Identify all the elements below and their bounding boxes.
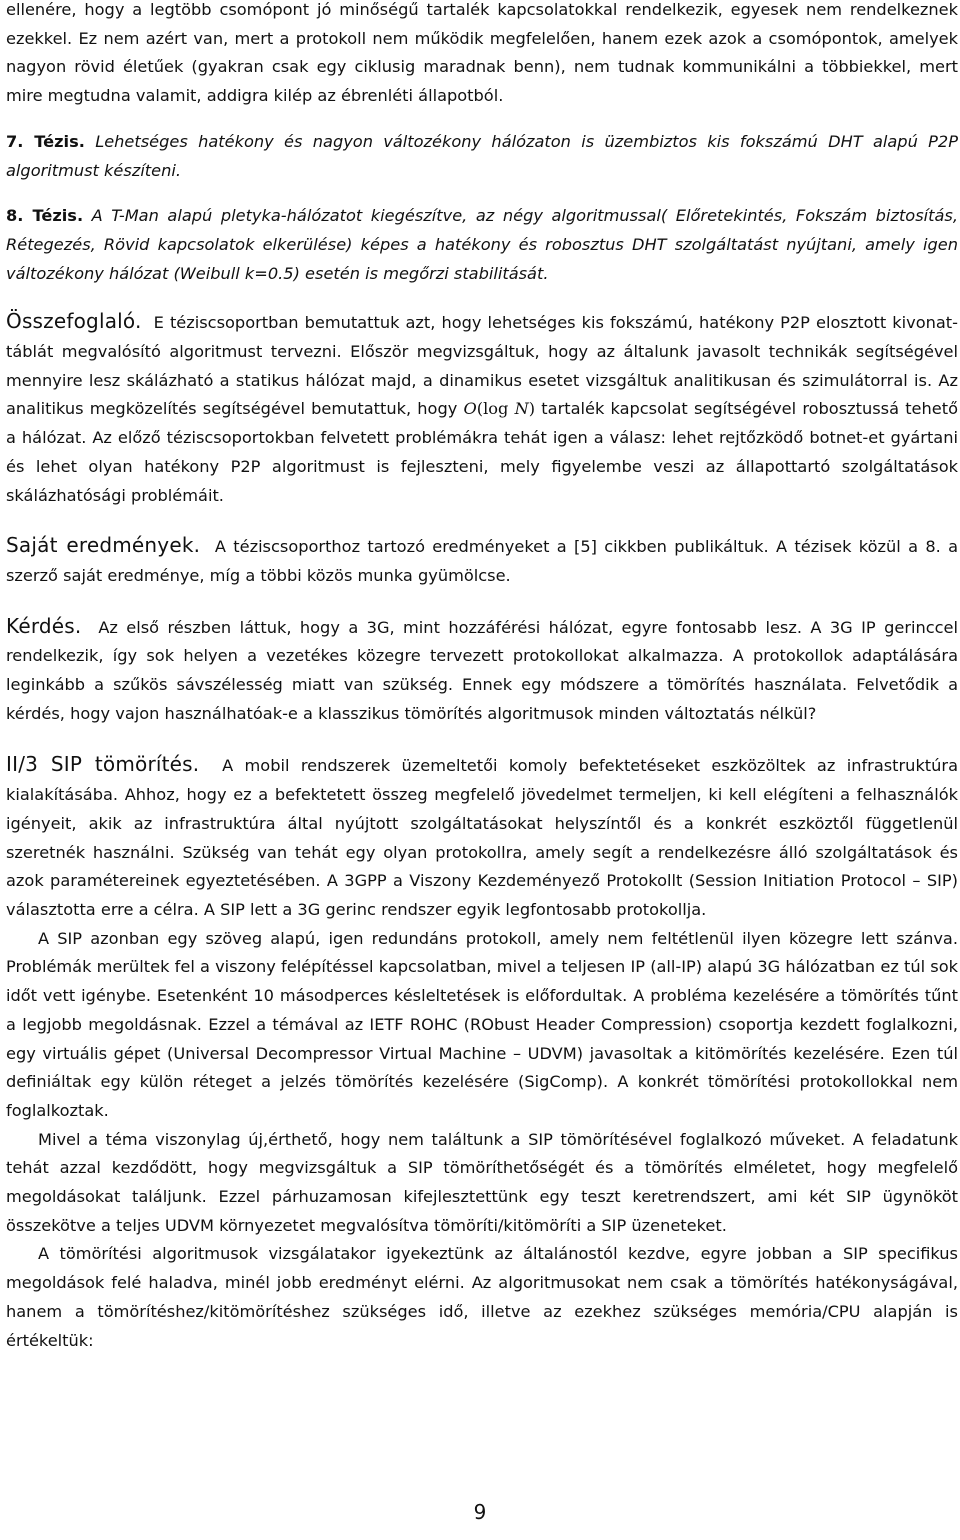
question-heading: Kérdés.	[6, 613, 82, 638]
own-results-paragraph	[6, 531, 958, 590]
thesis-7-text: Lehetséges hatékony és nagyon változékony hálózaton is üzembiztos kis fokszámú DHT alapú P2P algoritmust készíteni.	[6, 131, 958, 180]
sip-paragraph-1-text: A mobil rendszerek üzemeltetői komoly befektetéseket eszközöltek az infrastruktúra kialakításába. Ahhoz, hogy ez a befektetett összeg megfelelő jövedelmet termeljen, ki kell elégíteni a felhasználók igényeit, akik az infrastruktúra által nyújtott szolgáltatásokat helyszíntől és a konkrét eszköztől függetlenül szeretnék használni. Szükség van tehát egy olyan protokollra, amely segít a rendelkezésre álló szolgáltatások és azok paramétereinek egyeztetésében. A 3GPP a Viszony Kezdeményező Protokollt (Session Initiation Protocol – SIP) választotta erre a célra. A SIP lett a 3G gerinc rendszer egyik legfontosabb protokollja.	[6, 756, 958, 919]
sip-section-paragraph-2	[6, 925, 958, 1126]
question-text: Az első részben láttuk, hogy a 3G, mint hozzáférési hálózat, egyre fontosabb lesz. A 3G IP gerinccel rendelkezik, így sok helyen a vezetékes közegre tervezett protokollokat alkalmazza. A protokollok adaptálására leginkább a szűkös sávszélesség miatt van szükség. Ennek egy módszere a tömörítés használata. Felvetődik a kérdés, hogy vajon használhatóak-e a klasszikus tömörítés algoritmusok minden változtatás nélkül?	[6, 617, 958, 723]
complexity-formula: O(log N)	[463, 399, 536, 419]
document-page	[6, 0, 958, 1540]
sip-paragraph-3-text: Mivel a téma viszonylag új,érthető, hogy nem találtunk a SIP tömörítésével foglalkozó műveket. A feladatunk tehát azzal kezdődött, hogy megvizsgáltuk a SIP tömöríthetőségét és a tömörítés elméletet, hogy megfelelő megoldásokat találjunk. Ezzel párhuzamosan kifejlesztettünk egy teszt keretrendszert, ami két SIP ügynököt összekötve a teljes UDVM környezetet megvalósítva tömöríti/kitömöríti a SIP üzeneteket.	[6, 1129, 958, 1235]
sip-paragraph-2-text: A SIP azonban egy szöveg alapú, igen redundáns protokoll, amely nem feltétlenül ilyen közegre lett szánva. Problémák merültek fel a viszony felépítéssel kapcsolatban, mivel a teljesen IP (all-IP) alapú 3G hálózatban ez túl sok időt vett igénybe. Esetenként 10 másodperces késleltetések is előfordultak. A probléma kezelésére a tömörítés tűnt a legjobb megoldásnak. Ezzel a témával az IETF ROHC (RObust Header Compression) csoportja kezdett foglalkozni, egy virtuális gépet (Universal Decompressor Virtual Machine – UDVM) javasoltak a kitömörítés kezelésére. Ezen túl definiáltak egy külön réteget a jelzés tömörítés kezelésére (SigComp). A konkrét tömörítési protokollokkal nem foglalkoztak.	[6, 928, 958, 1120]
summary-paragraph	[6, 307, 958, 510]
own-results-heading: Saját eredmények.	[6, 533, 201, 558]
summary-text-after: tartalék kapcsolat segítségével robosztussá tehető a hálózat. Az előző téziscsoportokban felvetett problémákra tehát igen a válasz: lehet rejtőzködő botnet-et gyártani és lehet olyan hatékony P2P algoritmust is fejleszteni, mely figyelembe veszi az állapottartó szolgáltatások skálázhatósági problémáit.	[6, 399, 958, 505]
summary-text-before: E téziscsoportban bemutattuk azt, hogy lehetséges kis fokszámú, hatékony P2P elosztott kivonat-táblát megvalósító algoritmust tervezni. Először megvizsgáltuk, hogy az általunk javasolt technikák segítségével mennyire lesz skálázható a statikus hálózat majd, a dinamikus esetet vizsgáltuk analitikusan és szimulátorral is. Az analitikus megközelítés segítségével bemutattuk, hogy	[6, 313, 958, 419]
sip-section-paragraph-1	[6, 750, 958, 924]
thesis-8-label: 8. Tézis.	[6, 206, 84, 226]
thesis-7-paragraph	[6, 128, 958, 185]
intro-continuation-text: ellenére, hogy a legtöbb csomópont jó minőségű tartalék kapcsolatokkal rendelkezik, egyesek nem rendelkeznek ezekkel. Ez nem azért van, mert a protokoll nem működik megfelelően, hanem ezek azok a csomópontok, amelyek nagyon rövid életűek (gyakran csak egy ciklusig maradnak benn), nem tudnak kommunikálni a többiekkel, mert mire megtudna valamit, addigra kilép az ébrenléti állapotból.	[6, 0, 958, 106]
sip-paragraph-4-text: A tömörítési algoritmusok vizsgálatakor igyekeztünk az általánostól kezdve, egyre jobban a SIP specifikus megoldások felé haladva, minél jobb eredményt elérni. Az algoritmusokat nem csak a tömörítés hatékonyságával, hanem a tömörítéshez/kitömörítéshez szükséges idő, illetve az ezekhez szükséges memória/CPU alapján is értékeltük:	[6, 1244, 958, 1350]
thesis-8-paragraph	[6, 202, 958, 288]
formula-n: N	[514, 399, 529, 419]
thesis-7-label: 7. Tézis.	[6, 131, 85, 151]
sip-section-paragraph-3	[6, 1126, 958, 1241]
question-paragraph	[6, 612, 958, 729]
intro-continuation-paragraph	[6, 0, 958, 111]
page-number: 9	[473, 1500, 487, 1524]
summary-heading: Összefoglaló.	[6, 309, 142, 334]
formula-o: O	[463, 399, 477, 419]
thesis-8-text: A T-Man alapú pletyka-hálózatot kiegészítve, az négy algoritmussal( Előretekintés, Fokszám biztosítás, Rétegezés, Rövid kapcsolatok elkerülése) képes a hatékony és robosztus DHT szolgáltatást nyújtani, amely igen változékony hálózat (Weibull k=0.5) esetén is megőrzi stabilitását.	[6, 206, 958, 283]
sip-section-paragraph-4	[6, 1240, 958, 1355]
sip-section-heading: II/3 SIP tömörítés.	[6, 752, 200, 777]
formula-log: log	[483, 399, 509, 419]
own-results-text: A téziscsoporthoz tartozó eredményeket a [5] cikkben publikáltuk. A tézisek közül a 8. a szerző saját eredménye, míg a többi közös munka gyümölcse.	[6, 537, 959, 585]
